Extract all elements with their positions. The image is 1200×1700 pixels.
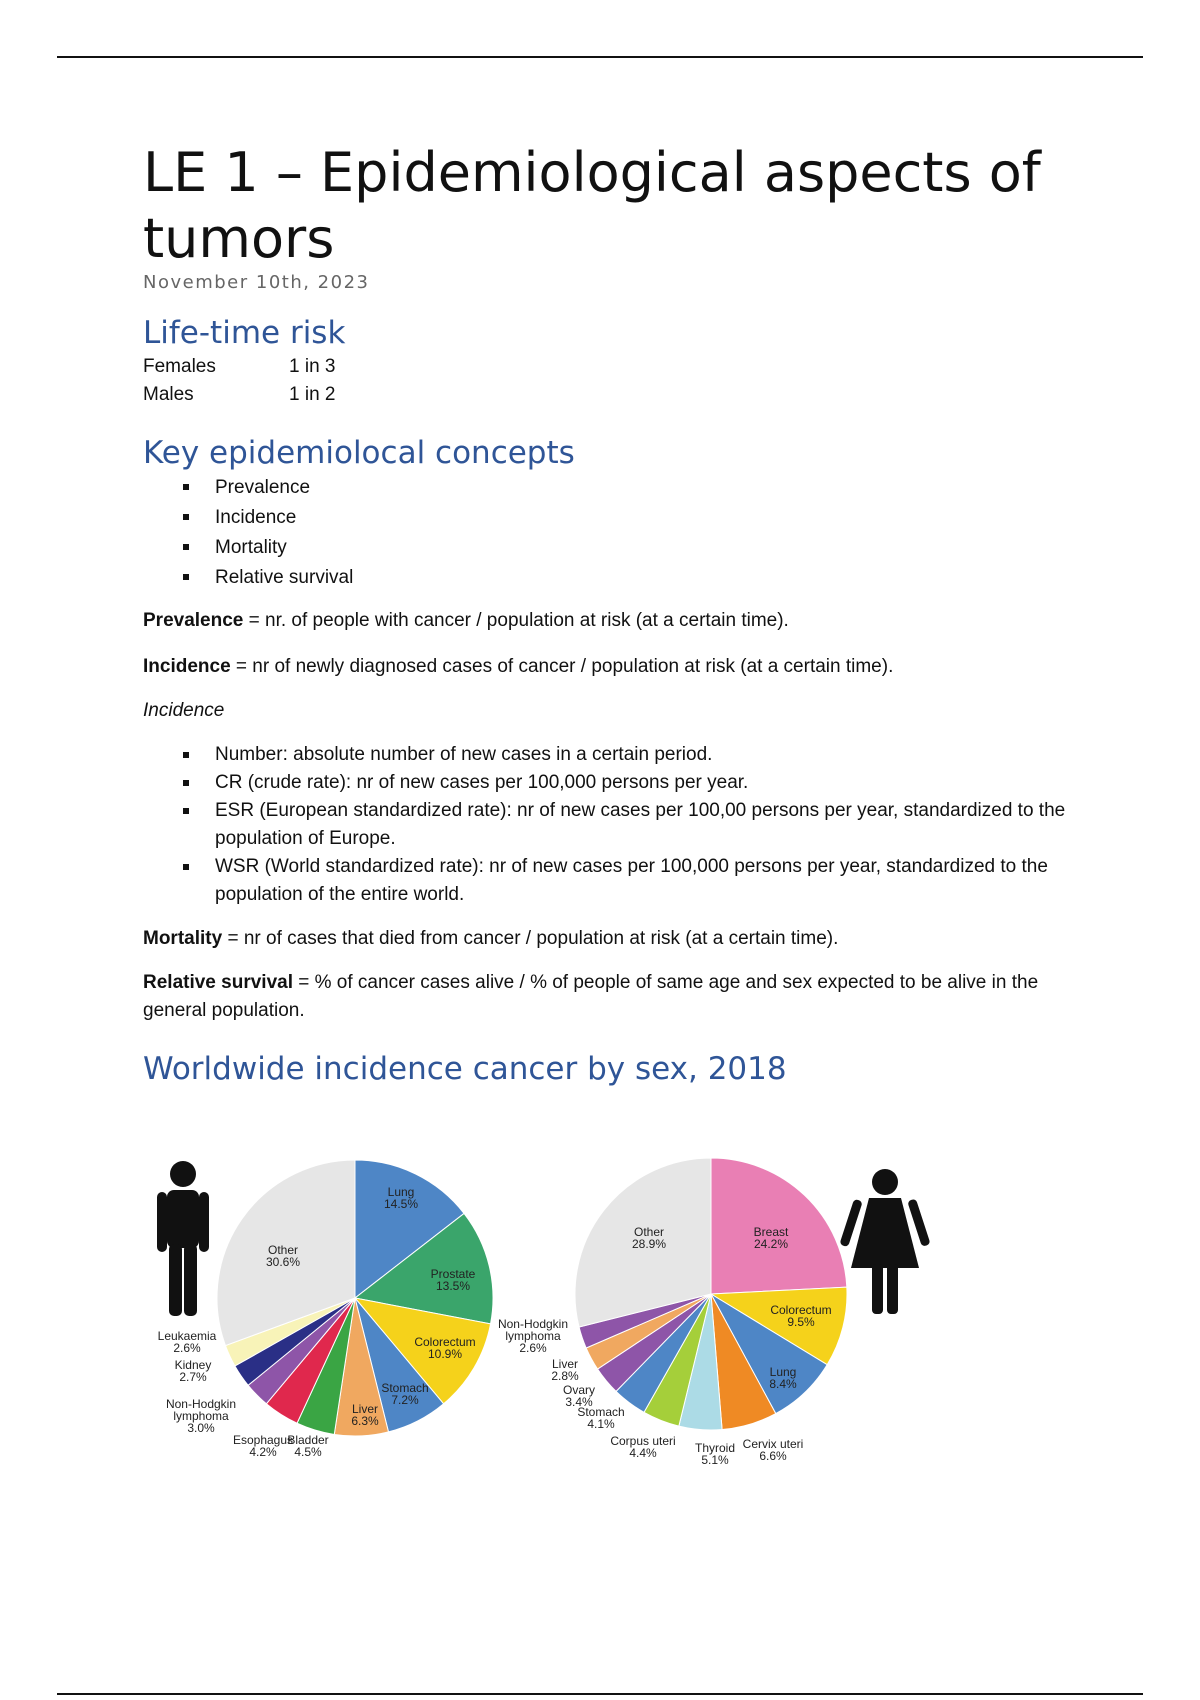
incidence-list [143, 741, 1073, 909]
list-item: Mortality [143, 533, 1073, 563]
worldwide-heading: Worldwide incidence cancer by sex, 2018 [143, 1051, 787, 1087]
prevalence-definition [143, 607, 1073, 635]
female-pie-chart [498, 1158, 847, 1467]
pie-label: Stomach 7.2% [381, 1381, 429, 1407]
pie-label: Leukaemia 2.6% [157, 1329, 217, 1355]
concepts-heading: Key epidemiolocal concepts [143, 435, 575, 471]
pie-label: Colorectum 9.5% [770, 1303, 832, 1329]
list-item: Prevalence [143, 473, 1073, 503]
pie-label: Other 30.6% [265, 1243, 301, 1269]
pie-label: Lung 14.5% [383, 1185, 419, 1211]
incidence-pie-figure [143, 1118, 943, 1478]
pie-label: Lung 8.4% [769, 1365, 797, 1391]
bottom-rule [57, 1693, 1143, 1695]
list-item: Number: absolute number of new cases in a certain period. [143, 741, 1073, 769]
pie-label: Other 28.9% [631, 1225, 667, 1251]
pie-label: Bladder 4.5% [287, 1433, 329, 1459]
lifetime-value: 1 in 2 [289, 384, 336, 405]
top-rule [57, 56, 1143, 58]
mortality-definition [143, 925, 1073, 953]
definition-term: Incidence [143, 656, 231, 677]
definition-term: Prevalence [143, 610, 244, 631]
male-figure-icon [157, 1161, 209, 1316]
definition-text: = % of cancer cases alive / % of people of same age and sex expected to be alive in the general population. [143, 972, 1039, 1021]
definition-term: Mortality [143, 928, 223, 949]
pie-label: Ovary 3.4% [562, 1383, 596, 1409]
pie-label: Non-Hodgkin lymphoma 2.6% [497, 1317, 569, 1355]
pie-label: Prostate 13.5% [430, 1267, 476, 1293]
lifetime-row-males [143, 381, 1073, 409]
list-item: Relative survival [143, 563, 1073, 593]
definition-term: Relative survival [143, 972, 293, 993]
definition-text: = nr. of people with cancer / population at risk (at a certain time). [243, 610, 789, 631]
concepts-list [143, 473, 1073, 593]
document-body [143, 140, 1073, 1089]
list-item: Incidence [143, 503, 1073, 533]
lifetime-value: 1 in 3 [289, 356, 336, 377]
list-item: ESR (European standardized rate): nr of new cases per 100,00 persons per year, standardized to the population of Europe. [143, 797, 1073, 853]
lifetime-label: Males [143, 384, 194, 405]
list-item: CR (crude rate): nr of new cases per 100,000 persons per year. [143, 769, 1073, 797]
pie-label: Colorectum 10.9% [414, 1335, 476, 1361]
pie-label: Kidney 2.7% [174, 1358, 212, 1384]
pie-label: Cervix uteri 6.6% [742, 1437, 804, 1463]
lifetime-label: Females [143, 356, 216, 377]
pie-label: Non-Hodgkin lymphoma 3.0% [165, 1397, 237, 1435]
pie-label: Stomach 4.1% [577, 1405, 625, 1431]
definition-text: = nr of cases that died from cancer / population at risk (at a certain time). [222, 928, 839, 949]
pie-label: Breast 24.2% [753, 1225, 789, 1251]
lifetime-table [143, 353, 1073, 409]
incidence-subheading: Incidence [143, 700, 225, 721]
pie-label: Esophagus 4.2% [232, 1433, 294, 1459]
list-item: WSR (World standardized rate): nr of new cases per 100,000 persons per year, standardized to the population of the entire world. [143, 853, 1073, 909]
survival-definition [143, 969, 1073, 1025]
page-date: November 10th, 2023 [143, 272, 370, 293]
lifetime-heading: Life-time risk [143, 315, 346, 351]
definition-text: = nr of newly diagnosed cases of cancer / population at risk (at a certain time). [230, 656, 894, 677]
pie-label: Thyroid 5.1% [694, 1441, 736, 1467]
pie-label: Corpus uteri 4.4% [610, 1434, 676, 1460]
page-title: LE 1 – Epidemiological aspects of tumors [143, 141, 1041, 270]
incidence-definition [143, 653, 1073, 681]
female-figure-icon [839, 1169, 930, 1314]
pie-label: Liver 6.3% [351, 1402, 379, 1428]
lifetime-row-females [143, 353, 1073, 381]
pie-label: Liver 2.8% [551, 1357, 579, 1383]
